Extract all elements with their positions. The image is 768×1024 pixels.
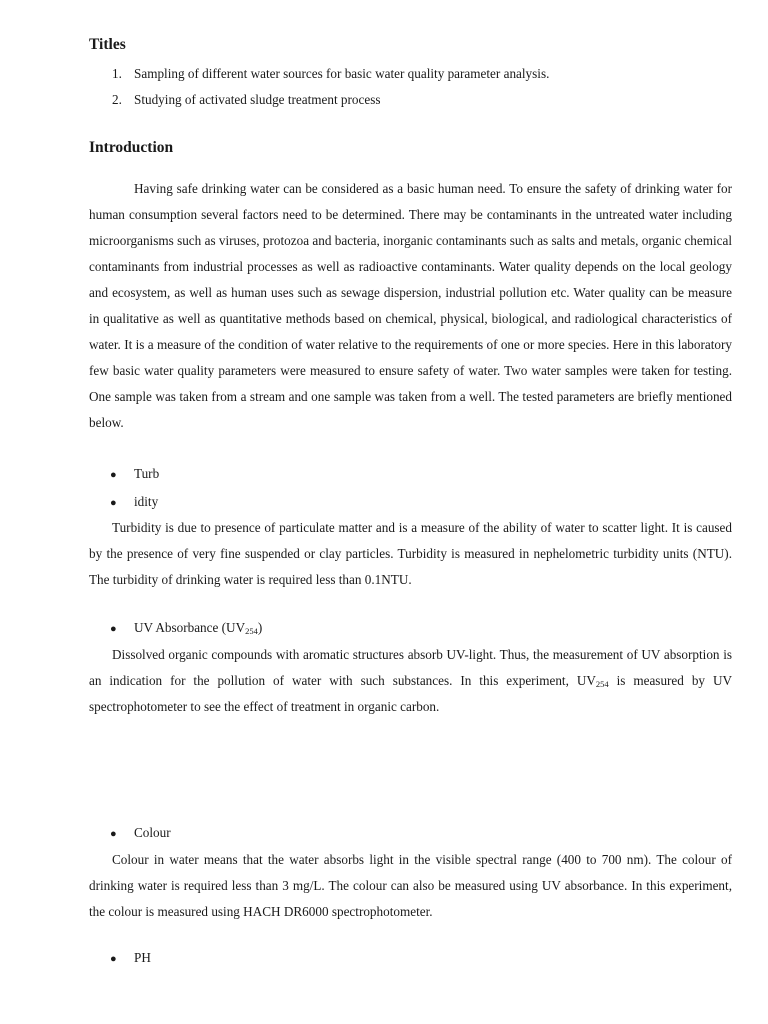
introduction-heading: Introduction bbox=[89, 139, 174, 156]
bullet-item-turb bbox=[110, 466, 159, 482]
title-item-2 bbox=[112, 92, 380, 108]
turbidity-paragraph: Turbidity is due to presence of particulate matter and is a measure of the ability of water to scatter light. It is caused by the presence of very fine suspended or clay particles. Turbidity is measured in nephelometric turbidity units (NTU). The turbidity of drinking water is required less than 0.1NTU. bbox=[89, 520, 732, 587]
title-item-1-text: Sampling of different water sources for basic water quality parameter analysis. bbox=[134, 66, 550, 81]
bullet-icon: ● bbox=[110, 497, 117, 509]
bullet-idity-label: idity bbox=[134, 494, 159, 509]
colour-paragraph: Colour in water means that the water absorbs light in the visible spectral range (400 to 700 nm). The colour of drinking water is required less than 3 mg/L. The colour can also be measured using UV absorbance. In this experiment, the colour is measured using HACH DR6000 spectrophotometer. bbox=[89, 852, 732, 919]
uv-paragraph-part1: Dissolved organic compounds with aromatic structures absorb UV-light. Thus, the measurement of UV absorption is an indication for the pollution of water with such substances. In this experiment, UV bbox=[89, 647, 732, 688]
title-item-2-text: Studying of activated sludge treatment process bbox=[134, 92, 381, 107]
bullet-item-ph bbox=[110, 950, 151, 966]
bullet-uv-subscript: 254 bbox=[245, 626, 258, 636]
title-item-1 bbox=[112, 66, 549, 82]
bullet-uv-suffix: ) bbox=[257, 620, 263, 635]
title-item-1-number: 1. bbox=[112, 66, 122, 81]
titles-heading: Titles bbox=[89, 36, 126, 53]
uv-paragraph bbox=[89, 642, 732, 720]
bullet-colour-label: Colour bbox=[134, 825, 171, 840]
title-item-2-number: 2. bbox=[112, 92, 122, 107]
bullet-item-idity bbox=[110, 494, 158, 510]
uv-paragraph-part2: is measured by UV spectrophotometer to see the effect of treatment in organic carbon. bbox=[89, 673, 733, 714]
bullet-icon: ● bbox=[110, 623, 117, 635]
bullet-uv-label: UV Absorbance (UV bbox=[134, 620, 246, 635]
bullet-item-uv bbox=[110, 620, 262, 636]
introduction-paragraph: Having safe drinking water can be considered as a basic human need. To ensure the safety of drinking water for human consumption several factors need to be determined. There may be contaminants in the untreated water including microorganisms such as viruses, protozoa and bacteria, inorganic contaminants such as salts and metals, organic chemical contaminants from industrial processes as well as radioactive contaminants. Water quality depends on the local geology and ecosystem, as well as human uses such as sewage dispersion, industrial pollution etc. Water quality can be measure in qualitative as well as quantitative methods based on chemical, physical, biological, and radiological characteristics of water. It is a measure of the condition of water relative to the requirements of one or more species. Here in this laboratory few basic water quality parameters were measured to ensure safety of water. Two water samples were taken for testing. One sample was taken from a stream and one sample was taken from a well. The tested parameters are briefly mentioned below. bbox=[89, 181, 732, 430]
bullet-ph-label: PH bbox=[134, 950, 151, 965]
bullet-icon: ● bbox=[110, 828, 117, 840]
bullet-icon: ● bbox=[110, 953, 117, 965]
bullet-turb-label: Turb bbox=[134, 466, 160, 481]
bullet-item-colour bbox=[110, 825, 171, 841]
bullet-icon: ● bbox=[110, 469, 117, 481]
uv-paragraph-subscript: 254 bbox=[595, 679, 609, 689]
